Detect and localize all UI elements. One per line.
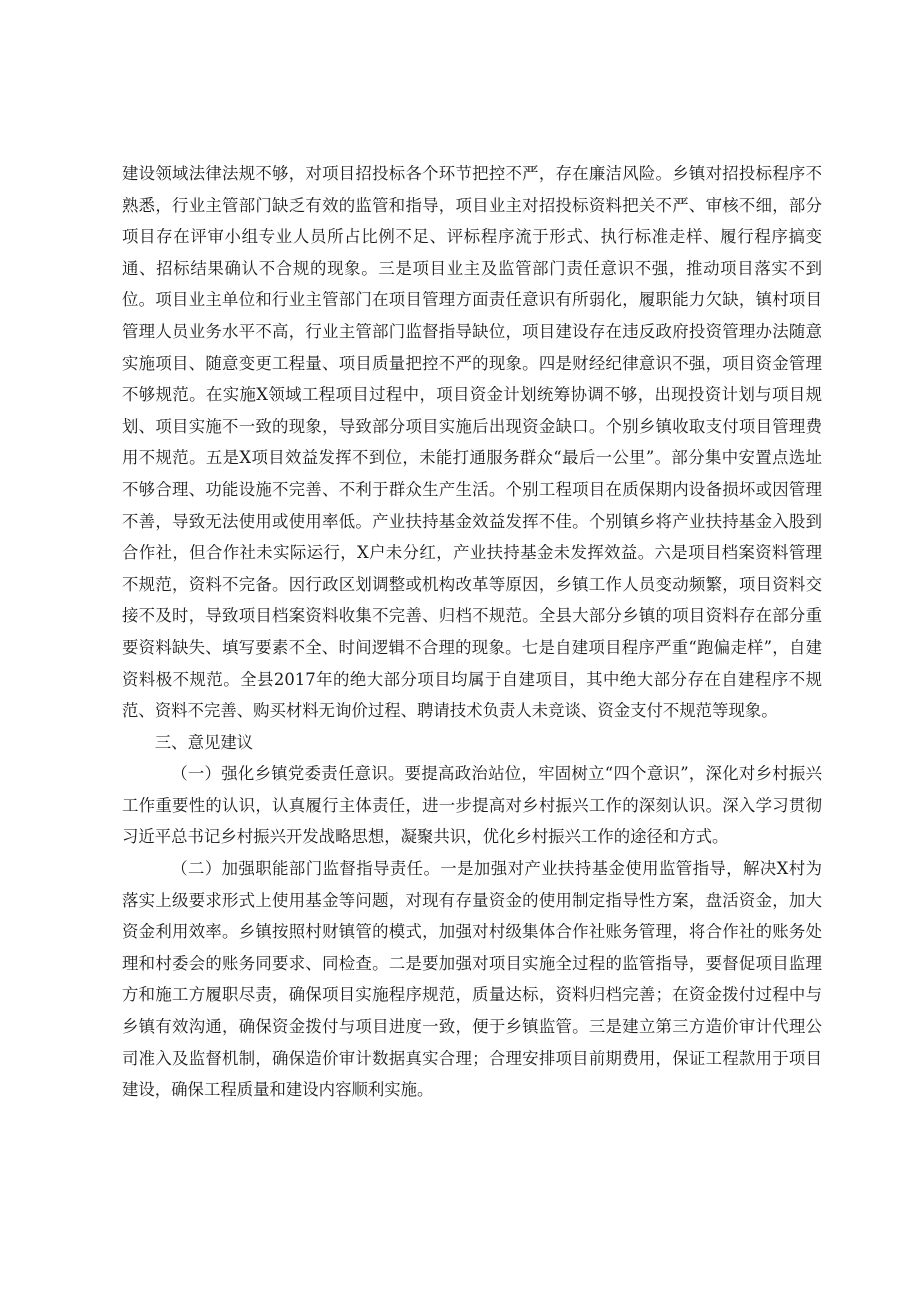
document-page [122,158,822,1106]
body-paragraph-problems: 建设领域法律法规不够，对项目招投标各个环节把控不严，存在廉洁风险。乡镇对招投标程序不熟悉，行业主管部门缺乏有效的监管和指导，项目业主对招投标资料把关不严、审核不细，部分项目存在评审小组专业人员所占比例不足、评标程序流于形式、执行标准走样、履行程序搞变通、招标结果确认不合规的现象。三是项目业主及监管部门责任意识不强，推动项目落实不到位。项目业主单位和行业主管部门在项目管理方面责任意识有所弱化，履职能力欠缺，镇村项目管理人员业务水平不高，行业主管部门监督指导缺位，项目建设存在违反政府投资管理办法随意实施项目、随意变更工程量、项目质量把控不严的现象。四是财经纪律意识不强，项目资金管理不够规范。在实施X领域工程项目过程中，项目资金计划统筹协调不够，出现投资计划与项目规划、项目实施不一致的现象，导致部分项目实施后出现资金缺口。个别乡镇收取支付项目管理费用不规范。五是X项目效益发挥不到位，未能打通服务群众“最后一公里”。部分集中安置点选址不够合理、功能设施不完善、不利于群众生产生活。个别工程项目在质保期内设备损坏或因管理不善，导致无法使用或使用率低。产业扶持基金效益发挥不佳。个别镇乡将产业扶持基金入股到合作社，但合作社未实际运行，X户未分红，产业扶持基金未发挥效益。六是项目档案资料管理不规范，资料不完备。因行政区划调整或机构改革等原因，乡镇工作人员变动频繁，项目资料交接不及时，导致项目档案资料收集不完善、归档不规范。全县大部分乡镇的项目资料存在部分重要资料缺失、填写要素不全、时间逻辑不合理的现象。七是自建项目程序严重“跑偏走样”，自建资料极不规范。全县2017年的绝大部分项目均属于自建项目，其中绝大部分存在自建程序不规范、资料不完善、购买材料无询价过程、聘请技术负责人未竞谈、资金支付不规范等现象。 [122,164,822,721]
section-heading-suggestions: 三、意见建议 [154,732,254,752]
body-paragraph-suggestion-2: （二）加强职能部门监督指导责任。一是加强对产业扶持基金使用监管指导，解决X村为落实上级要求形式上使用基金等问题，对现有存量资金的使用制定指导性方案，盘活资金，加大资金利用效率。乡镇按照村财镇管的模式，加强对村级集体合作社账务管理，将合作社的账务处理和村委会的账务同要求、同检查。二是要加强对项目实施全过程的监管指导，要督促项目监理方和施工方履职尽责，确保项目实施程序规范，质量达标，资料归档完善；在资金拨付过程中与乡镇有效沟通，确保资金拨付与项目进度一致，便于乡镇监管。三是建立第三方造价审计代理公司准入及监督机制，确保造价审计数据真实合理；合理安排项目前期费用，保证工程款用于项目建设，确保工程质量和建设内容顺利实施。 [122,859,822,1100]
body-paragraph-suggestion-1: （一）强化乡镇党委责任意识。要提高政治站位，牢固树立“四个意识”，深化对乡村振兴工作重要性的认识，认真履行主体责任，进一步提高对乡村振兴工作的深刻认识。深入学习贯彻习近平总书记乡村振兴开发战略思想，凝聚共识，优化乡村振兴工作的途径和方式。 [122,764,822,847]
